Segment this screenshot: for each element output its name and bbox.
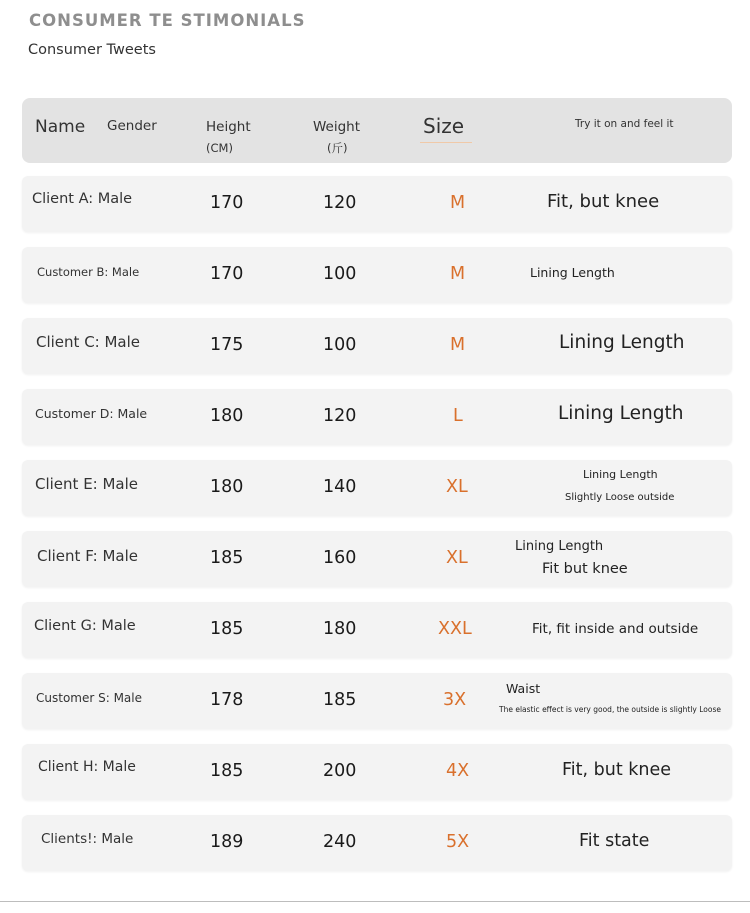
header-height-unit: (CM) <box>206 141 233 155</box>
row-height: 170 <box>210 193 244 213</box>
row-customer-name: Client G: Male <box>34 618 136 634</box>
header-height-label: Height <box>206 119 251 135</box>
row-height: 185 <box>210 548 244 568</box>
header-feedback: Try it on and feel it <box>575 118 674 130</box>
row-height: 185 <box>210 761 244 781</box>
header-size: Size <box>423 114 465 138</box>
row-weight: 160 <box>323 548 357 568</box>
row-feedback: Lining Length <box>558 403 684 424</box>
header-weight <box>313 117 360 159</box>
row-height: 180 <box>210 477 244 497</box>
row-size: 3X <box>443 690 467 710</box>
row-size: M <box>450 264 466 284</box>
size-header-underline <box>420 142 472 143</box>
row-customer-name: Clients!: Male <box>41 831 134 847</box>
row-customer-name: Customer B: Male <box>37 265 140 279</box>
row-weight: 120 <box>323 193 357 213</box>
table-row <box>22 602 732 658</box>
row-height: 189 <box>210 832 244 852</box>
row-customer-name: Client F: Male <box>37 547 139 565</box>
row-weight: 140 <box>323 477 357 497</box>
header-height <box>206 117 251 159</box>
row-customer-name: Client C: Male <box>36 333 141 351</box>
page-title: CONSUMER TE STIMONIALS <box>29 11 306 30</box>
table-row <box>22 744 732 800</box>
row-feedback: Lining Length <box>530 265 615 280</box>
row-feedback-detail: Slightly Loose outside <box>565 492 675 503</box>
page-subtitle: Consumer Tweets <box>28 42 156 58</box>
row-weight: 185 <box>323 690 357 710</box>
row-feedback: Lining Length <box>515 539 604 554</box>
table-row <box>22 531 732 587</box>
row-customer-name: Client H: Male <box>38 759 136 775</box>
row-feedback: Lining Length <box>583 468 658 481</box>
row-weight: 100 <box>323 335 357 355</box>
header-name: Name <box>35 117 86 137</box>
table-row <box>22 673 732 729</box>
row-feedback: Fit, but knee <box>562 760 672 780</box>
row-feedback: Fit, fit inside and outside <box>532 621 699 637</box>
table-row <box>22 460 732 516</box>
row-size: M <box>450 335 466 355</box>
row-feedback-detail: Fit but knee <box>542 561 628 577</box>
row-feedback-detail: The elastic effect is very good, the outside is slightly Loose <box>499 705 721 714</box>
row-weight: 240 <box>323 832 357 852</box>
row-weight: 200 <box>323 761 357 781</box>
row-weight: 180 <box>323 619 357 639</box>
table-row <box>22 815 732 871</box>
row-size: XL <box>446 477 468 497</box>
row-customer-name: Client A: Male <box>32 191 133 207</box>
table-row <box>22 176 732 232</box>
row-weight: 120 <box>323 406 357 426</box>
row-size: 5X <box>446 832 470 852</box>
table-header <box>22 98 732 163</box>
row-customer-name: Customer D: Male <box>35 406 148 421</box>
row-height: 185 <box>210 619 244 639</box>
row-feedback: Lining Length <box>559 332 685 353</box>
row-weight: 100 <box>323 264 357 284</box>
header-gender: Gender <box>107 118 157 134</box>
row-size: 4X <box>446 761 470 781</box>
row-customer-name: Customer S: Male <box>36 691 143 705</box>
row-size: XXL <box>438 619 472 639</box>
table-row <box>22 318 732 374</box>
row-customer-name: Client E: Male <box>35 475 139 493</box>
table-row <box>22 389 732 445</box>
row-size: XL <box>446 548 468 568</box>
header-weight-unit: (斤) <box>327 141 348 155</box>
bottom-divider <box>0 901 750 902</box>
row-feedback: Fit, but knee <box>547 191 660 212</box>
row-feedback: Waist <box>506 681 541 696</box>
table-row <box>22 247 732 303</box>
row-height: 180 <box>210 406 244 426</box>
row-feedback: Fit state <box>579 831 650 851</box>
row-height: 178 <box>210 690 244 710</box>
row-size: M <box>450 193 466 213</box>
row-height: 175 <box>210 335 244 355</box>
header-weight-label: Weight <box>313 119 361 135</box>
row-height: 170 <box>210 264 244 284</box>
row-size: L <box>453 406 463 426</box>
